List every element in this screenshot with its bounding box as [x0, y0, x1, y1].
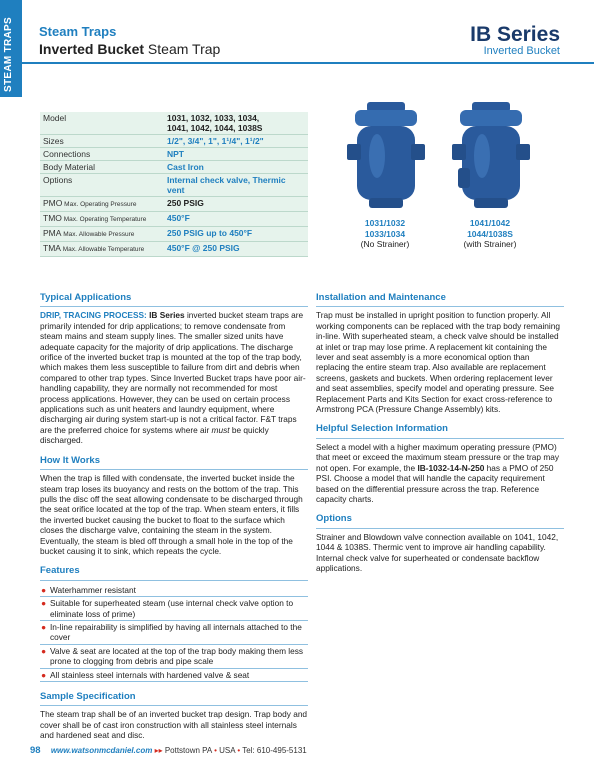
- spec-key: [40, 227, 164, 242]
- options-heading: Options: [316, 513, 352, 525]
- feature-item: [40, 584, 308, 597]
- feature-item: [40, 597, 308, 621]
- features-heading: Features: [40, 565, 80, 577]
- spec-key: [40, 242, 164, 257]
- section-rule: [40, 469, 308, 470]
- section-rule: [40, 306, 308, 307]
- spec-value: Internal check valve, Thermic vent: [164, 174, 308, 197]
- caption-models-1: 1031/1032: [364, 218, 406, 228]
- spec-key: Sizes: [40, 135, 164, 148]
- website-link[interactable]: www.watsonmcdaniel.com: [50, 746, 153, 755]
- section-rule: [316, 306, 564, 307]
- caption-models-1: 1041/1042: [469, 218, 511, 228]
- spec-key: Model: [40, 112, 164, 135]
- tma-key: TMA: [43, 243, 61, 253]
- spec-row-sizes: [40, 135, 308, 148]
- separator-icon: •: [237, 746, 243, 755]
- spec-value: 250 PSIG: [164, 197, 308, 212]
- spec-value: 450°F @ 250 PSIG: [164, 242, 308, 257]
- section-tab-label: STEAM TRAPS: [3, 17, 14, 92]
- typical-heading: Typical Applications: [40, 292, 132, 303]
- spec-value: 1/2", 3/4", 1", 1¹/4", 1¹/2": [164, 135, 308, 148]
- spec-row-model: [40, 112, 308, 135]
- how-body: When the trap is filled with condensate, the inverted bucket inside the steam trap loses its buoyancy and rests on the bottom of the trap. This pulls the disc off the seat allowing condensate to be discharged through the seat orifice located at the top of the trap. When steam enters, it fills the inverted bucket causing the bucket to float to the surface which closes the discharge valve, containing the steam in the system. Eventually, the steam is bled off through a small hole in the top of the bucket causing it to sink, which repeats the cycle.: [40, 473, 303, 556]
- spec-value: [164, 112, 308, 135]
- helpful-body: [316, 442, 564, 504]
- helpful-heading: Helpful Selection Information: [316, 423, 448, 435]
- bullet-icon: ●: [41, 584, 47, 595]
- feature-text: Suitable for superheated steam (use internal check valve option to eliminate loss of prime): [50, 598, 294, 619]
- footer-country: USA: [219, 746, 236, 755]
- pma-key: PMA: [43, 228, 62, 238]
- spec-row-pma: [40, 227, 308, 242]
- model-line-1: 1031, 1032, 1033, 1034,: [167, 113, 260, 123]
- page-number: 98: [30, 745, 41, 756]
- section-tab: [0, 0, 22, 97]
- options-body: Strainer and Blowdown valve connection available on 1041, 1042, 1044 & 1038S. Thermic vent to improve air handling capability. Internal check valve for superheated or condensate backflow applications.: [316, 531, 559, 573]
- spec-row-tmo: [40, 212, 308, 227]
- sample-body: The steam trap shall be of an inverted bucket trap design. Trap body and cover shall be of cast iron construction with all stainless steel internals and hardened seat and disc.: [40, 709, 308, 741]
- how-heading: How It Works: [40, 454, 100, 466]
- typical-text-a: inverted bucket steam traps are primarily intended for drip applications; to remove condensate from steam mains and steam supply lines. The smaller sized units have adequate capacity for the majority of drip applications. The discharge orifice of the inverted bucket trap is mounted at the top of the trap body, which makes them less susceptible to failure from dirt and debris when compared to other trap types. Since Inverted Bucket traps have poor air-handling capability, they are normally not recommended for most process applications. However, they can be used on certain process applications such as unit heaters and laundry equipment, where discharging air during system start-up is not a critical factor. F&T traps are the preferred choice for systems where air: [40, 310, 306, 435]
- feature-item: [40, 621, 308, 645]
- feature-text: Waterhammer resistant: [50, 584, 136, 595]
- spec-value: Cast Iron: [164, 161, 308, 174]
- feature-text: Valve & seat are located at the top of the trap body making them less prone to clogging from debris and pipe scale: [50, 645, 304, 667]
- separator-icon: •: [214, 746, 220, 755]
- trap-image-with-strainer: [452, 100, 530, 212]
- caption-note: (No Strainer): [360, 239, 410, 249]
- spec-key: [40, 212, 164, 227]
- feature-text: All stainless steel internals with hardened valve & seat: [50, 669, 250, 680]
- spec-key: Body Material: [40, 161, 164, 174]
- arrow-icon: ▸▸: [154, 746, 165, 755]
- caption-with-strainer: [440, 218, 540, 250]
- spec-key: [40, 197, 164, 212]
- spec-row-options: [40, 174, 308, 197]
- features-list: [40, 584, 308, 682]
- left-column: [40, 293, 308, 751]
- spec-key: Options: [40, 174, 164, 197]
- series-subtitle: Inverted Bucket: [483, 45, 560, 57]
- trap-image-no-strainer: [347, 100, 425, 212]
- spec-value: 450°F: [164, 212, 308, 227]
- pma-desc: Max. Allowable Pressure: [61, 231, 135, 238]
- spec-row-tma: [40, 242, 308, 257]
- spec-value: NPT: [164, 148, 308, 161]
- bullet-icon: ●: [41, 598, 47, 609]
- pmo-key: PMO: [43, 198, 63, 208]
- page-footer: [30, 745, 307, 756]
- feature-item: [40, 645, 308, 669]
- caption-note: (with Strainer): [463, 239, 517, 249]
- spec-key: Connections: [40, 148, 164, 161]
- right-column: [316, 293, 564, 583]
- spec-table: [40, 112, 308, 257]
- install-body: Trap must be installed in upright position to function properly. All working components can be replaced with the trap body remaining in-line. With superheated steam, a check valve should be installed at inlet or trap may lose prime. A replacement kit containing the lever and seat assembly is a more economical option than replacing the entire steam trap. Also available are replacement screens, gaskets and buckets. When ordering replacement lever and seat assemblies, specify model and operating pressure. See Replacement Parts and Kits Section for exact cross-reference to Armstrong PCA (Pressure Change Assembly) kits.: [316, 310, 560, 415]
- spec-row-pmo: [40, 197, 308, 212]
- pmo-desc: Max. Operating Pressure: [62, 201, 137, 208]
- page-title-rest: Steam Trap: [144, 41, 221, 57]
- install-heading: Installation and Maintenance: [316, 292, 446, 303]
- helpful-text-b: has a PMO of 250 PSI. Choose a model that will handle the capacity requirement based on the differential pressure across the trap. Reference capacity charts.: [316, 462, 554, 504]
- tmo-desc: Max. Operating Temperature: [61, 216, 147, 223]
- caption-models-2: 1033/1034: [364, 228, 406, 239]
- footer-city: Pottstown PA: [164, 746, 212, 755]
- bullet-icon: ●: [41, 621, 47, 632]
- bullet-icon: ●: [41, 669, 47, 680]
- typical-lead: DRIP, TRACING PROCESS:: [40, 310, 147, 321]
- section-rule: [316, 438, 564, 439]
- footer-phone: Tel: 610-495-5131: [242, 746, 307, 755]
- typical-body: [40, 310, 308, 445]
- typical-must: must: [211, 424, 230, 435]
- series-title: IB Series: [470, 23, 560, 46]
- helpful-text-a: Select a model with a higher maximum operating pressure (PMO) that meet or exceed the maximum steam pressure or the trap may not open. For example, the: [316, 441, 560, 473]
- tma-desc: Max. Allowable Temperature: [60, 246, 145, 253]
- page-title-bold: Inverted Bucket: [39, 41, 145, 57]
- feature-item: [40, 669, 308, 682]
- caption-no-strainer: [335, 218, 435, 250]
- section-rule: [40, 580, 308, 581]
- helpful-example: IB-1032-14-N-250: [417, 462, 485, 473]
- model-line-2: 1041, 1042, 1044, 1038S: [167, 123, 263, 133]
- caption-models-2: 1044/1038S: [467, 228, 513, 239]
- feature-text: In-line repairability is simplified by having all internals attached to the cover: [50, 621, 302, 643]
- spec-value: 250 PSIG up to 450°F: [164, 227, 308, 242]
- page-title: [39, 41, 220, 57]
- spec-row-body: [40, 161, 308, 174]
- spec-row-connections: [40, 148, 308, 161]
- typical-series: IB Series: [146, 310, 185, 321]
- header-rule: [22, 62, 594, 64]
- category-title: Steam Traps: [39, 24, 117, 39]
- typical-text-b: be quickly discharged.: [40, 424, 269, 446]
- sample-heading: Sample Specification: [40, 691, 136, 702]
- section-rule: [316, 528, 564, 529]
- section-rule: [40, 705, 308, 706]
- tmo-key: TMO: [43, 213, 62, 223]
- bullet-icon: ●: [41, 645, 47, 656]
